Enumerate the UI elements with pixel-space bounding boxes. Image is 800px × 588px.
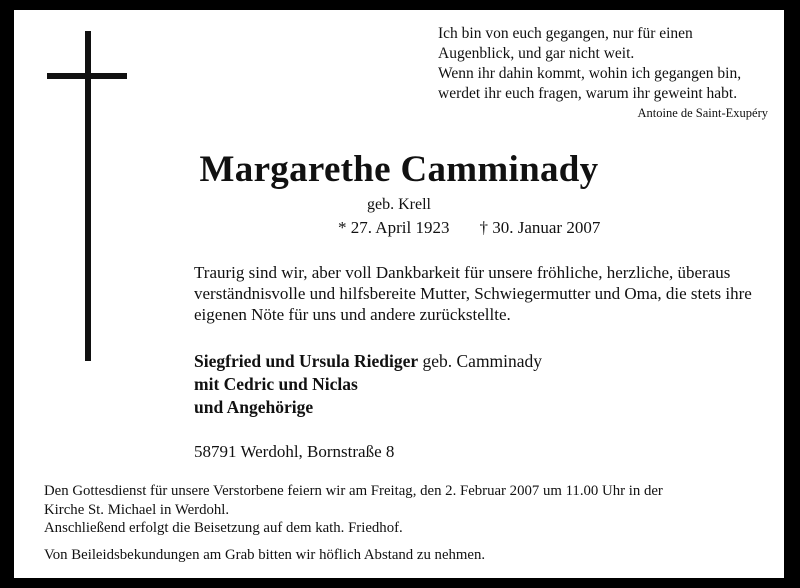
quote-line: Wenn ihr dahin kommt, wohin ich gegangen bin, — [438, 65, 742, 82]
service-info — [44, 482, 774, 564]
cross-icon-bar — [47, 73, 127, 79]
birth-date: * 27. April 1923 — [338, 218, 450, 237]
quote — [438, 24, 778, 104]
death-date: † 30. Januar 2007 — [479, 218, 601, 237]
family-signature — [194, 350, 542, 419]
family-line: und Angehörige — [194, 397, 314, 417]
service-line: Anschließend erfolgt die Beisetzung auf dem kath. Friedhof. — [44, 520, 403, 536]
service-line: Den Gottesdienst für unsere Verstorbene feiern wir am Freitag, den 2. Februar 2007 um 11.00 Uhr in der — [44, 483, 663, 499]
obituary-card — [14, 10, 784, 578]
tribute-text: Traurig sind wir, aber voll Dankbarkeit für unsere fröhliche, herzliche, überaus verständnisvolle und hilfsbereite Mutter, Schwiegermutter und Oma, die stets ihre eigenen Nöte für uns und andere zurückstellte. — [194, 263, 752, 324]
service-line: Von Beileidsbekundungen am Grab bitten wir höflich Abstand zu nehmen. — [44, 546, 486, 563]
family-line: mit Cedric und Niclas — [194, 374, 358, 394]
family-birth-name: geb. Camminady — [422, 351, 543, 371]
birth-name: geb. Krell — [367, 196, 431, 213]
life-dates — [338, 218, 600, 238]
family-names: Siegfried und Ursula Riediger — [194, 351, 419, 371]
quote-author: Antoine de Saint-Exupéry — [637, 106, 768, 120]
service-line: Kirche St. Michael in Werdohl. — [44, 501, 230, 518]
address: 58791 Werdohl, Bornstraße 8 — [194, 442, 395, 461]
quote-line: Ich bin von euch gegangen, nur für einen — [438, 25, 693, 42]
quote-line: werdet ihr euch fragen, warum ihr geweint habt. — [438, 85, 738, 102]
quote-line: Augenblick, und gar nicht weit. — [438, 45, 635, 62]
deceased-name: Margarethe Camminady — [199, 149, 599, 190]
